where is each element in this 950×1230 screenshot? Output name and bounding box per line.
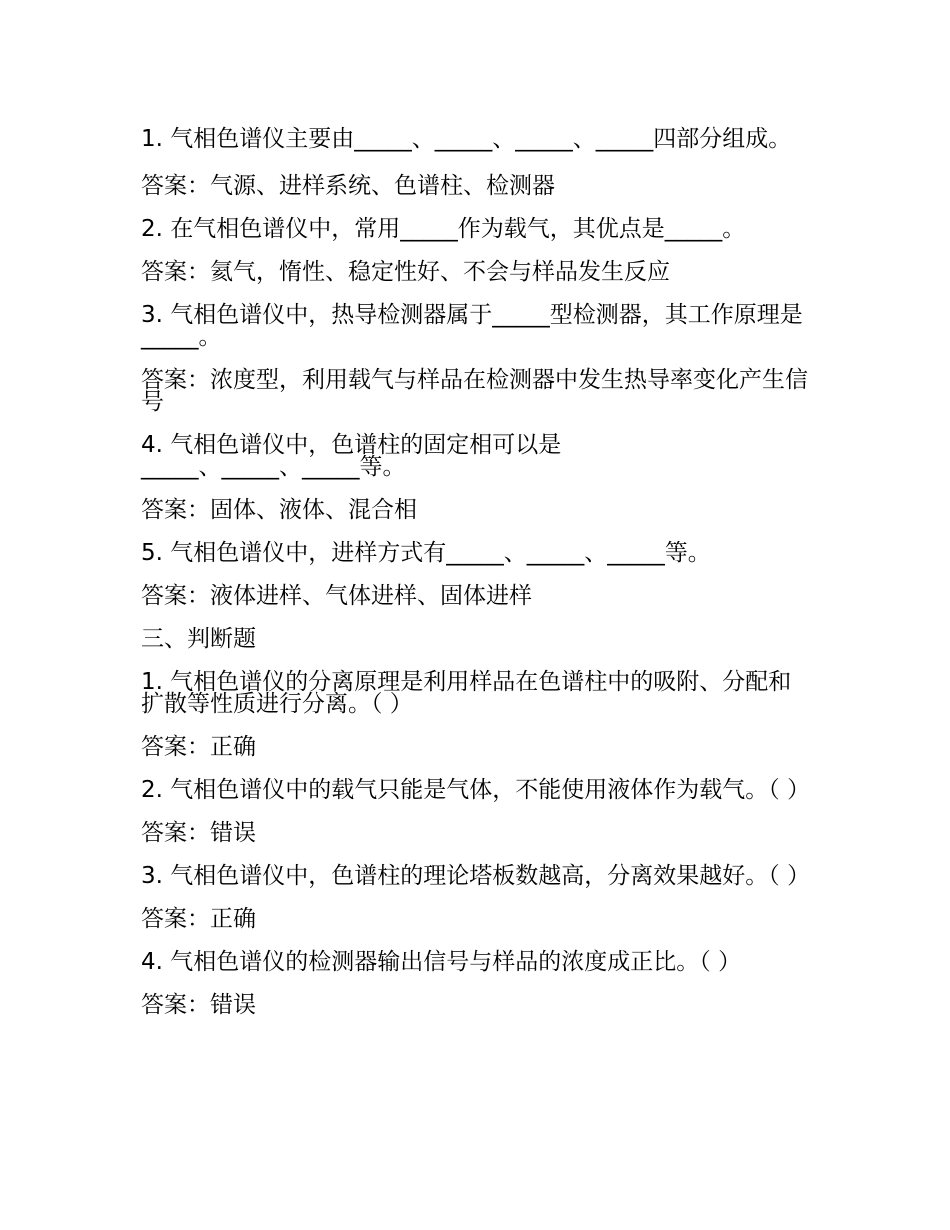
question-1-judgment: 1. 气相色谱仪的分离原理是利用样品在色谱柱中的吸附、分配和扩散等性质进行分离。（ ） [141,669,792,717]
question-5-fill: 5. 气相色谱仪中，进样方式有_____、_____、_____等。 [141,540,711,566]
section-heading-judgment: 三、判断题 [141,626,256,652]
question-1-fill: 1. 气相色谱仪主要由_____、_____、_____、_____四部分组成。 [141,126,792,152]
answer-3-fill: 答案：浓度型，利用载气与样品在检测器中发生热导率变化产生信号 [141,367,808,415]
answer-2-fill: 答案：氦气，惰性、稳定性好、不会与样品发生反应 [141,259,670,285]
answer-1-fill: 答案：气源、进样系统、色谱柱、检测器 [141,173,555,199]
question-4-judgment: 4. 气相色谱仪的检测器输出信号与样品的浓度成正比。（ ） [141,949,742,975]
document-content [141,128,811,1016]
question-4-fill-blanks: _____、_____、_____等。 [141,454,406,480]
answer-2-judgment: 答案：错误 [141,820,256,846]
question-2-judgment: 2. 气相色谱仪中的载气只能是气体，不能使用液体作为载气。（ ） [141,777,811,803]
question-3-fill: 3. 气相色谱仪中，热导检测器属于_____型检测器，其工作原理是_____。 [141,302,803,350]
answer-4-fill: 答案：固体、液体、混合相 [141,497,417,523]
answer-4-judgment: 答案：错误 [141,992,256,1018]
question-2-fill: 2. 在气相色谱仪中，常用_____作为载气，其优点是_____。 [141,216,746,242]
question-4-fill: 4. 气相色谱仪中，色谱柱的固定相可以是 [141,432,562,458]
answer-3-judgment: 答案：正确 [141,906,256,932]
answer-5-fill: 答案：液体进样、气体进样、固体进样 [141,583,532,609]
question-3-judgment: 3. 气相色谱仪中，色谱柱的理论塔板数越高，分离效果越好。（ ） [141,863,811,889]
answer-1-judgment: 答案：正确 [141,734,256,760]
